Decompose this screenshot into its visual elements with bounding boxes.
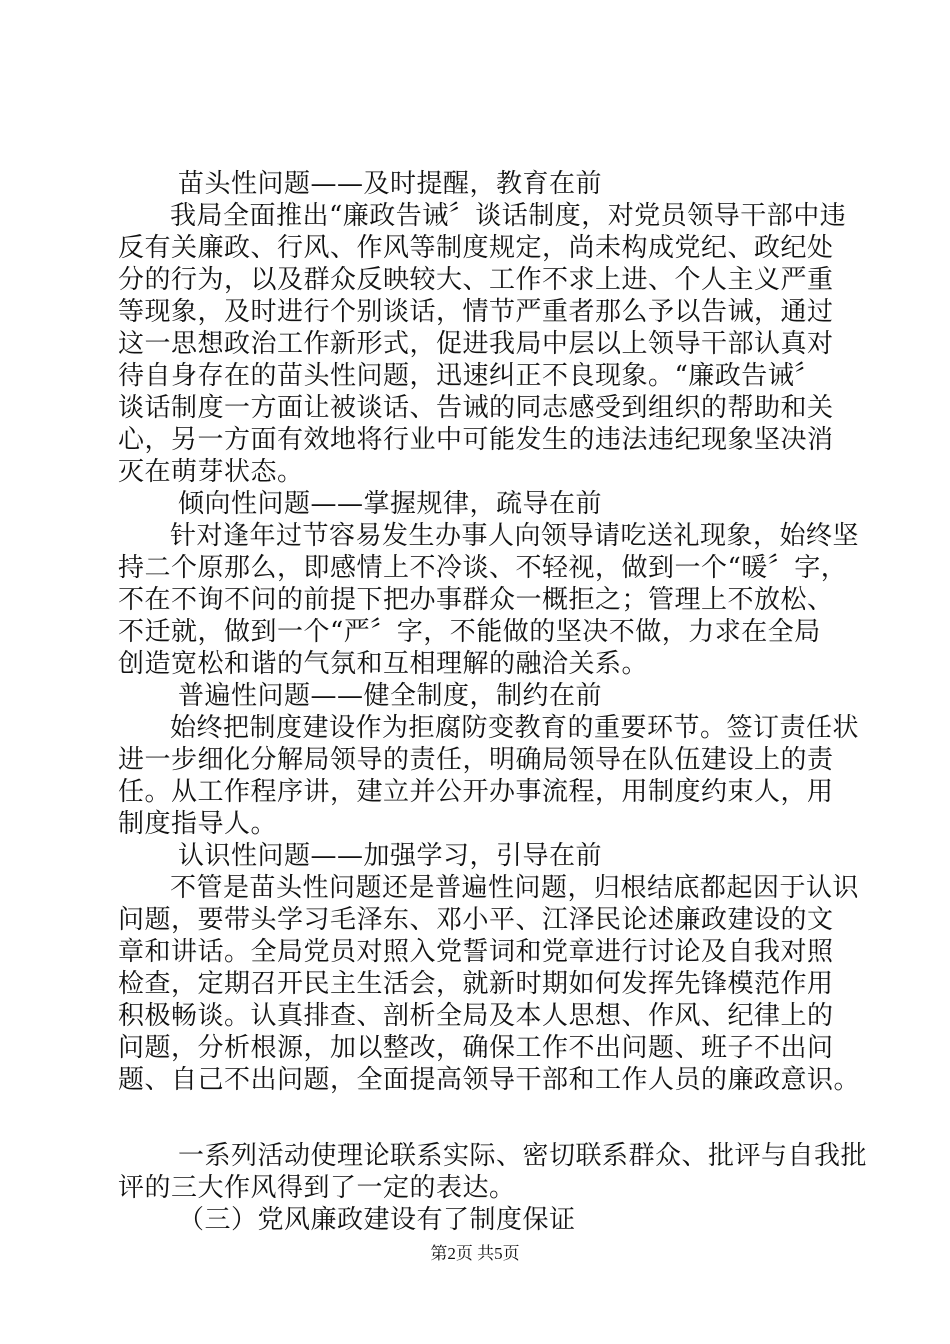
- paragraph-line: 等现象，及时进行个别谈话，情节严重者那么予以告诫，通过: [118, 297, 834, 327]
- paragraph-line: 题、自己不出问题，全面提高领导干部和工作人员的廉政意识。: [118, 1065, 861, 1095]
- paragraph-line: 灭在萌芽状态。: [118, 457, 304, 487]
- paragraph-line: 检查，定期召开民主生活会，就新时期如何发挥先锋模范作用: [118, 969, 834, 999]
- paragraph-line: 不迁就，做到一个“严〞字，不能做的坚决不做，力求在全局: [118, 617, 821, 647]
- section-heading: 倾向性问题——掌握规律，疏导在前: [178, 489, 603, 519]
- paragraph-line: 始终把制度建设作为拒腐防变教育的重要环节。签订责任状: [170, 713, 860, 743]
- closing-line: 一系列活动使理论联系实际、密切联系群众、批评与自我批: [178, 1141, 868, 1171]
- paragraph-line: 章和讲话。全局党员对照入党誓词和党章进行讨论及自我对照: [118, 937, 834, 967]
- page-footer: 第2页 共5页: [430, 1244, 520, 1263]
- paragraph-line: 问题，要带头学习毛泽东、邓小平、江泽民论述廉政建设的文: [118, 905, 834, 935]
- paragraph-spacer: [118, 1096, 838, 1140]
- paragraph-line: 任。从工作程序讲，建立并公开办事流程，用制度约束人，用: [118, 777, 834, 807]
- paragraph-line: 我局全面推出“廉政告诫〞谈话制度，对党员领导干部中违: [170, 201, 847, 231]
- paragraph-line: 进一步细化分解局领导的责任，明确局领导在队伍建设上的责: [118, 745, 834, 775]
- paragraph-line: 不在不询不问的前提下把办事群众一概拒之；管理上不放松、: [118, 585, 834, 615]
- paragraph-line: 待自身存在的苗头性问题，迅速纠正不良现象。“廉政告诫〞: [118, 361, 821, 391]
- section-heading: 苗头性问题——及时提醒，教育在前: [178, 169, 603, 199]
- paragraph-line: 针对逢年过节容易发生办事人向领导请吃送礼现象，始终坚: [170, 521, 860, 551]
- paragraph-line: 反有关廉政、行风、作风等制度规定，尚未构成党纪、政纪处: [118, 233, 834, 263]
- paragraph-line: 分的行为，以及群众反映较大、工作不求上进、个人主义严重: [118, 265, 834, 295]
- paragraph-line: 这一思想政治工作新形式，促进我局中层以上领导干部认真对: [118, 329, 834, 359]
- paragraph-line: 持二个原那么，即感情上不冷谈、不轻视，做到一个“暖〞字，: [118, 553, 848, 583]
- paragraph-line: 谈话制度一方面让被谈话、告诫的同志感受到组织的帮助和关: [118, 393, 834, 423]
- subsection-heading: （三）党风廉政建设有了制度保证: [178, 1205, 576, 1235]
- paragraph-line: 不管是苗头性问题还是普遍性问题，归根结底都起因于认识: [170, 873, 860, 903]
- section-heading: 认识性问题——加强学习，引导在前: [178, 841, 603, 871]
- paragraph-line: 积极畅谈。认真排查、剖析全局及本人思想、作风、纪律上的: [118, 1001, 834, 1031]
- document-body: [118, 168, 868, 1236]
- paragraph-line: 问题，分析根源，加以整改，确保工作不出问题、班子不出问: [118, 1033, 834, 1063]
- section-heading: 普遍性问题——健全制度，制约在前: [178, 681, 603, 711]
- paragraph-line: 创造宽松和谐的气氛和互相理解的融洽关系。: [118, 649, 649, 679]
- paragraph-line: 心，另一方面有效地将行业中可能发生的违法违纪现象坚决消: [118, 425, 834, 455]
- paragraph-line: 制度指导人。: [118, 809, 278, 839]
- closing-line: 评的三大作风得到了一定的表达。: [118, 1173, 516, 1203]
